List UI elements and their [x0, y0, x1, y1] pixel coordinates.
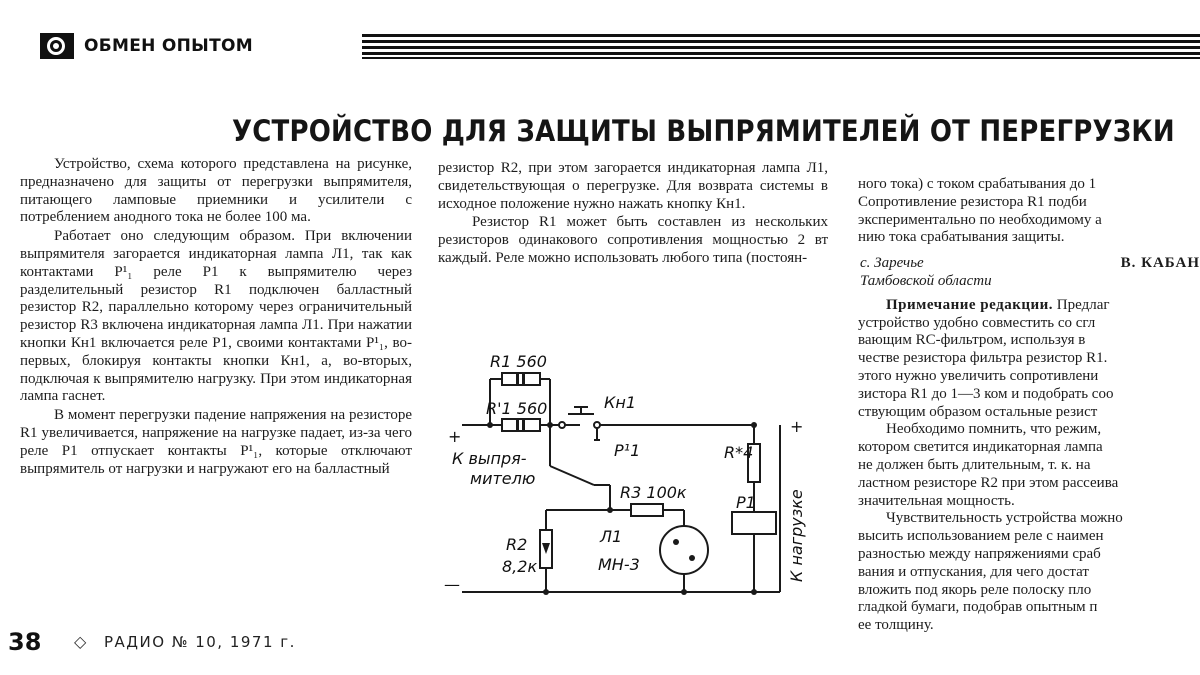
- schematic-svg: [438, 340, 816, 610]
- text-line: честве резистора фильтра резистор R1.: [858, 350, 1108, 367]
- journal-issue: РАДИО № 10, 1971 г.: [104, 633, 296, 651]
- page-number: 38: [8, 628, 42, 656]
- section-rubric: ОБМЕН ОПЫТОМ: [84, 36, 253, 56]
- editorial-note-first-line: [858, 297, 1200, 315]
- text-line: ластном резисторе R2 при этом рассеива: [858, 474, 1119, 491]
- text-line: вания и отпускания, для чего достат: [858, 563, 1089, 580]
- label-input-minus: —: [444, 575, 460, 594]
- label-input-1: К выпря-: [452, 449, 527, 468]
- rubric-emblem-icon: [40, 33, 74, 59]
- paragraph: резистор R2, при этом загорается индикаторная лампа Л1, свидетельствующая о перегрузке. Для возврата системы в исходное положение нужно нажать кнопку Кн1.: [438, 160, 828, 212]
- paragraph: Работает оно следующим образом. При включении выпрямителя загорается индикаторная лампа Л1, так как контактами P¹₁ реле Р1 к выпрямителю через разделительный резистор R1 подключен балластный резистор R2, параллельно которому через ограничительный резистор R3 включена индикаторная лампа Л1. При нажатии кнопки Кн1 включается реле Р1, своими контактами P¹₁, во-первых, блокируя контакты кнопки Кн1, а, во-вторых, подключая к выпрямителю нагрузку. При этом индикаторная лампа гаснет.: [20, 228, 412, 405]
- text-line: экспериментально по необходимому а: [858, 211, 1102, 228]
- signature-region: Тамбовской области: [860, 272, 992, 289]
- page-footer: [8, 627, 608, 657]
- label-r2: R2: [506, 535, 528, 554]
- author-name: В. КАБАН: [1120, 255, 1200, 272]
- label-kn1: Кн1: [604, 393, 636, 412]
- paragraph: Устройство, схема которого представлена на рисунке, предназначено для защиты от перегрузки выпрямителя, питающего ламповые приемники и усилители с потреблением анодного тока не более 100 ма.: [20, 156, 412, 226]
- text-line: ее толщину.: [858, 617, 934, 634]
- text-line: разностью между напряжениями сраб: [858, 545, 1101, 562]
- label-r1-prime: R'1 560: [486, 399, 548, 418]
- circuit-diagram: [438, 340, 816, 610]
- label-l1: Л1: [600, 527, 623, 546]
- text-line: гладкой бумаги, подобрав опытным п: [858, 599, 1098, 616]
- label-r3: R3 100к: [620, 483, 687, 502]
- text-line: не должен быть длительным, т. к. на: [858, 456, 1091, 473]
- text-line: нию тока срабатывания защиты.: [858, 229, 1065, 246]
- editorial-note-heading: Примечание редакции.: [886, 296, 1054, 313]
- text-column-2: [438, 160, 828, 269]
- paragraph: Резистор R1 может быть составлен из нескольких резисторов одинакового сопротивления мощностью 2 вт каждый. Реле можно использовать любого типа (постоян-: [438, 214, 828, 266]
- label-output: К нагрузке: [787, 489, 806, 582]
- label-r2-value: 8,2к: [502, 557, 538, 576]
- text-column-1: [20, 156, 412, 479]
- label-r1: R1 560: [490, 352, 547, 371]
- label-output-plus: +: [790, 417, 804, 436]
- text-line: Необходимо помнить, что режим,: [886, 421, 1102, 438]
- text-line: вающим RC-фильтром, используя в: [858, 332, 1086, 349]
- label-l1-type: МН-3: [598, 555, 640, 574]
- text-line: значительная мощность.: [858, 492, 1015, 509]
- label-input-plus: +: [448, 427, 462, 446]
- header-rule-lines: [362, 33, 1200, 59]
- label-input-2: мителю: [470, 469, 536, 488]
- signature-village: с. Заречье: [860, 255, 924, 272]
- text-line: Сопротивление резистора R1 подби: [858, 193, 1087, 210]
- text-line: Предлаг: [1056, 296, 1110, 313]
- text-line: котором светится индикаторная лампа: [858, 439, 1103, 456]
- text-line: высить использованием реле с наимен: [858, 528, 1104, 545]
- diamond-icon: ◇: [74, 632, 87, 651]
- text-line: ного тока) с током срабатывания до 1: [858, 176, 1097, 192]
- text-line: устройство удобно совместить со сгл: [858, 314, 1096, 331]
- article-title: УСТРОЙСТВО ДЛЯ ЗАЩИТЫ ВЫПРЯМИТЕЛЕЙ ОТ ПЕРЕГРУЗКИ: [232, 115, 1175, 149]
- signature-line: [858, 255, 1200, 273]
- text-line: вложить под якорь реле полоску пло: [858, 581, 1092, 598]
- text-column-3: [858, 176, 1200, 635]
- text-line: ствующим образом остальные резист: [858, 403, 1098, 420]
- text-line: этого нужно увеличить сопротивлени: [858, 367, 1099, 384]
- text-line: зистора R1 до 1—3 ком и подобрать соо: [858, 385, 1114, 402]
- text-line: Чувствительность устройства можно: [886, 510, 1123, 527]
- label-r4: R*4: [724, 443, 754, 462]
- paragraph: В момент перегрузки падение напряжения на резисторе R1 увеличивается, напряжение на нагрузке падает, из-за чего реле Р1 отпускает контакты P¹₁, которые отключают выпрямитель от нагрузки и нагружают его на балластный: [20, 407, 412, 477]
- label-p11: P¹1: [614, 441, 641, 460]
- label-p1: P1: [736, 493, 756, 512]
- section-header: [40, 33, 1200, 59]
